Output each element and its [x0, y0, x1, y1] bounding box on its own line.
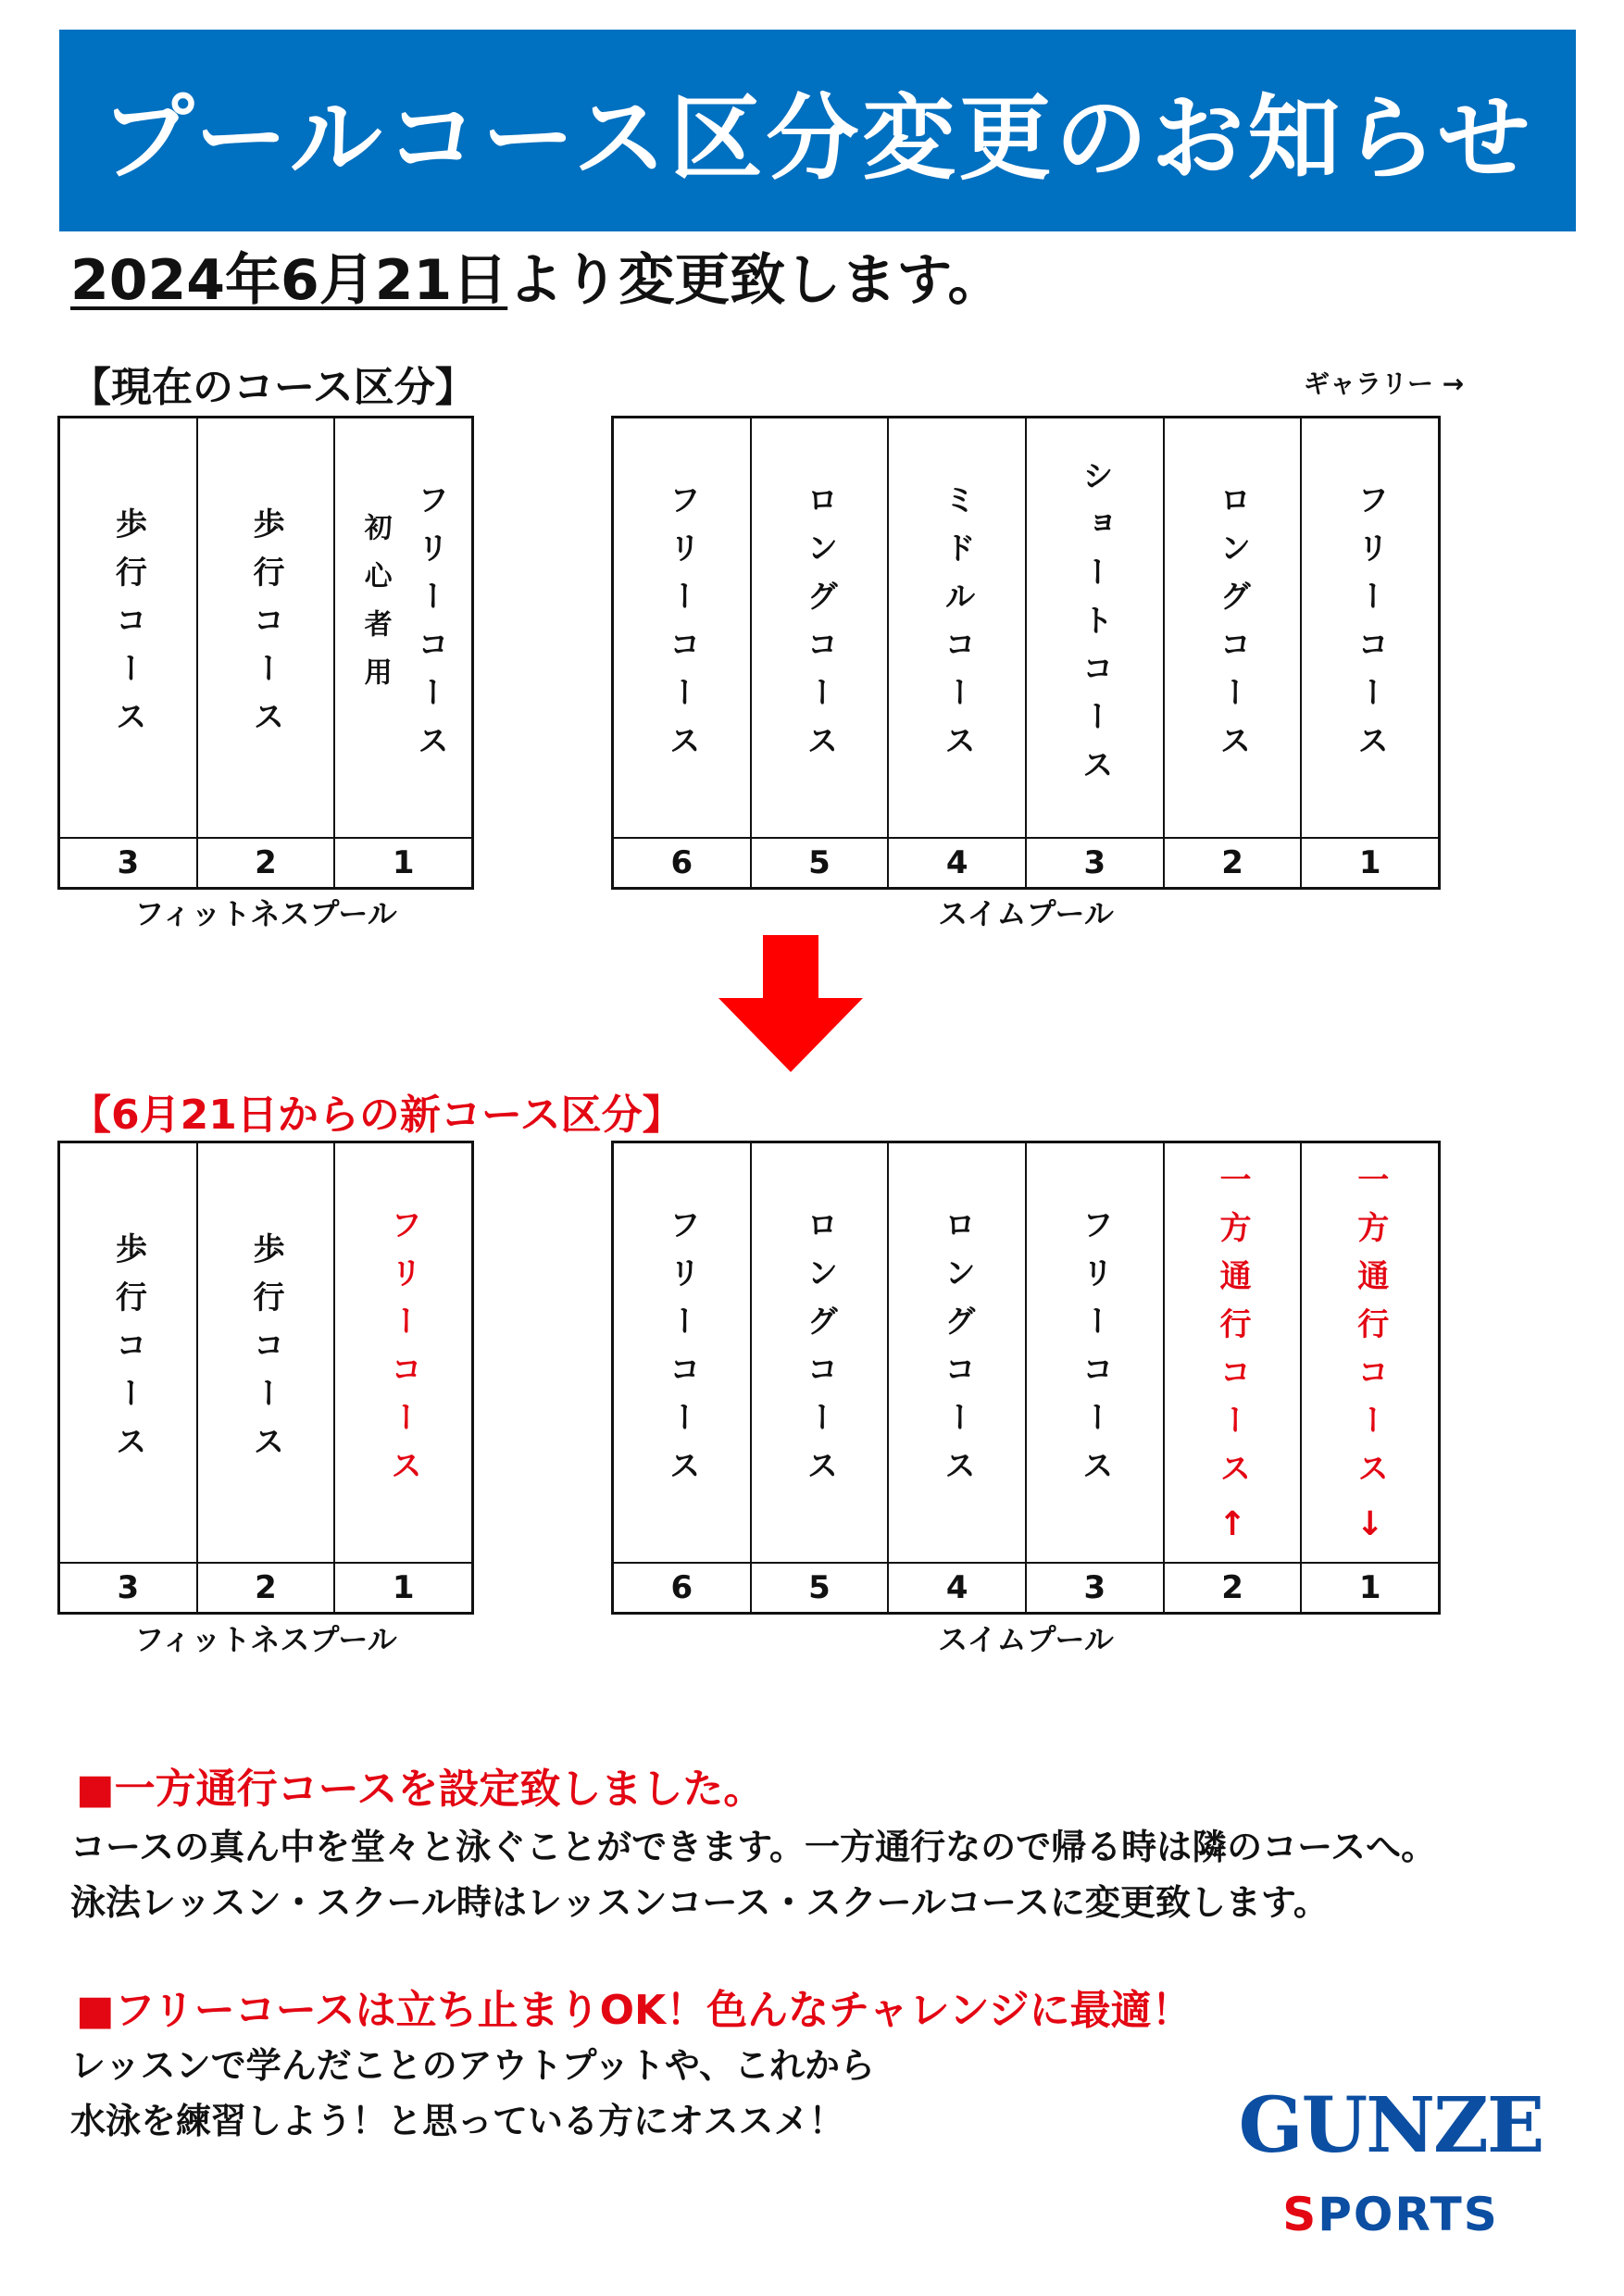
- lane-number: 3: [60, 837, 196, 887]
- lane-number: 2: [198, 1562, 334, 1612]
- lane-label: 歩行コース: [247, 507, 284, 748]
- lane-label: ロングコース: [938, 1208, 976, 1497]
- title-banner: [59, 30, 1576, 231]
- lane: [1027, 418, 1165, 887]
- swim-pool-caption: スイムプール: [938, 896, 1114, 931]
- lane: [889, 1143, 1027, 1612]
- lane-label: フリーコース: [663, 483, 701, 772]
- lane: [889, 418, 1027, 887]
- free-course-text-line: 水泳を練習しよう！と思っている方にオススメ！: [70, 2101, 844, 2141]
- logo-main-text: GUNZE: [1238, 2081, 1543, 2170]
- lane: [752, 418, 890, 887]
- lane: [60, 1143, 198, 1612]
- effective-date-line: [70, 236, 1003, 316]
- lane-label: ロングコース: [1214, 483, 1252, 772]
- lane: [614, 1143, 752, 1612]
- lane-number: 6: [614, 1562, 750, 1612]
- fitness-pool-caption: フィットネスプール: [134, 896, 397, 931]
- gallery-direction: ギャラリー →: [1304, 368, 1465, 399]
- lane-label: ミドルコース: [938, 483, 976, 772]
- lane-label: フリーコース: [1351, 483, 1389, 772]
- lane-label: ロングコース: [801, 1208, 838, 1497]
- down-arrow-icon: [717, 935, 865, 1074]
- lane-number: 5: [752, 837, 888, 887]
- page-title: プールコース区分変更のお知らせ: [101, 84, 1534, 193]
- up-arrow-icon: ↑: [1218, 1504, 1247, 1543]
- one-way-heading: ■一方通行コースを設定致しました。: [76, 1766, 765, 1813]
- lane-number: 3: [60, 1562, 196, 1612]
- logo-sub-initial: S: [1282, 2188, 1318, 2241]
- lane-label: ショートコース: [1076, 459, 1114, 796]
- new-fitness-pool: [57, 1141, 474, 1615]
- logo-sub-rest: PORTS: [1318, 2188, 1499, 2241]
- lane-label: 一方通行コース: [1214, 1162, 1252, 1500]
- logo-sub-text: [1233, 2188, 1548, 2241]
- lane: [335, 1143, 471, 1612]
- effective-date: 2024年6月21日: [70, 248, 508, 313]
- lane: [614, 418, 752, 887]
- lane-number: 2: [1165, 837, 1301, 887]
- lane-label: 歩行コース: [109, 507, 147, 748]
- lane-sublabel: 初心者用: [358, 513, 392, 705]
- lane: [1165, 418, 1303, 887]
- lane: [1027, 1143, 1165, 1612]
- lane-label: 歩行コース: [109, 1232, 147, 1473]
- lane: [1165, 1143, 1303, 1612]
- one-way-text-line: 泳法レッスン・スクール時はレッスンコース・スクールコースに変更致します。: [70, 1882, 1329, 1923]
- lane-label: フリーコース: [411, 483, 449, 772]
- lane-label: 歩行コース: [247, 1232, 284, 1473]
- lane: [60, 418, 198, 887]
- lane: [198, 1143, 336, 1612]
- lane-number: 3: [1027, 837, 1163, 887]
- lane-number: 1: [1302, 1562, 1438, 1612]
- swim-pool-caption: スイムプール: [938, 1622, 1114, 1657]
- lane-number: 4: [889, 837, 1025, 887]
- free-course-heading: ■フリーコースは立ち止まりOK！色んなチャレンジに最適！: [76, 1987, 1193, 2034]
- down-arrow-icon: ↓: [1355, 1504, 1384, 1543]
- lane-label: フリーコース: [384, 1208, 422, 1497]
- current-swim-pool: [611, 416, 1441, 890]
- new-swim-pool: [611, 1141, 1441, 1615]
- lane-number: 2: [198, 837, 334, 887]
- lane-number: 3: [1027, 1562, 1163, 1612]
- lane-label: フリーコース: [663, 1208, 701, 1497]
- free-course-text-line: レッスンで学んだことのアウトプットや、これから: [70, 2045, 876, 2086]
- lane: [198, 418, 336, 887]
- lane-number: 1: [335, 1562, 471, 1612]
- current-section-label: 【現在のコース区分】: [70, 364, 476, 411]
- lane-number: 2: [1165, 1562, 1301, 1612]
- lane: [1302, 418, 1438, 887]
- lane-label: フリーコース: [1076, 1208, 1114, 1497]
- new-section-label: 【6月21日からの新コース区分】: [70, 1092, 683, 1139]
- one-way-text-line: コースの真ん中を堂々と泳ぐことができます。一方通行なので帰る時は隣のコースへ。: [70, 1827, 1437, 1867]
- lane: [1302, 1143, 1438, 1612]
- lane-number: 6: [614, 837, 750, 887]
- lane-label: 一方通行コース: [1351, 1162, 1389, 1500]
- lane: [335, 418, 471, 887]
- lane-number: 1: [1302, 837, 1438, 887]
- lane: [752, 1143, 890, 1612]
- gunze-sports-logo: [1233, 2081, 1548, 2241]
- current-fitness-pool: [57, 416, 474, 890]
- lane-label: ロングコース: [801, 483, 838, 772]
- lane-number: 4: [889, 1562, 1025, 1612]
- fitness-pool-caption: フィットネスプール: [134, 1622, 397, 1657]
- lane-number: 5: [752, 1562, 888, 1612]
- effective-date-suffix: より変更致します。: [507, 248, 1004, 313]
- lane-number: 1: [335, 837, 471, 887]
